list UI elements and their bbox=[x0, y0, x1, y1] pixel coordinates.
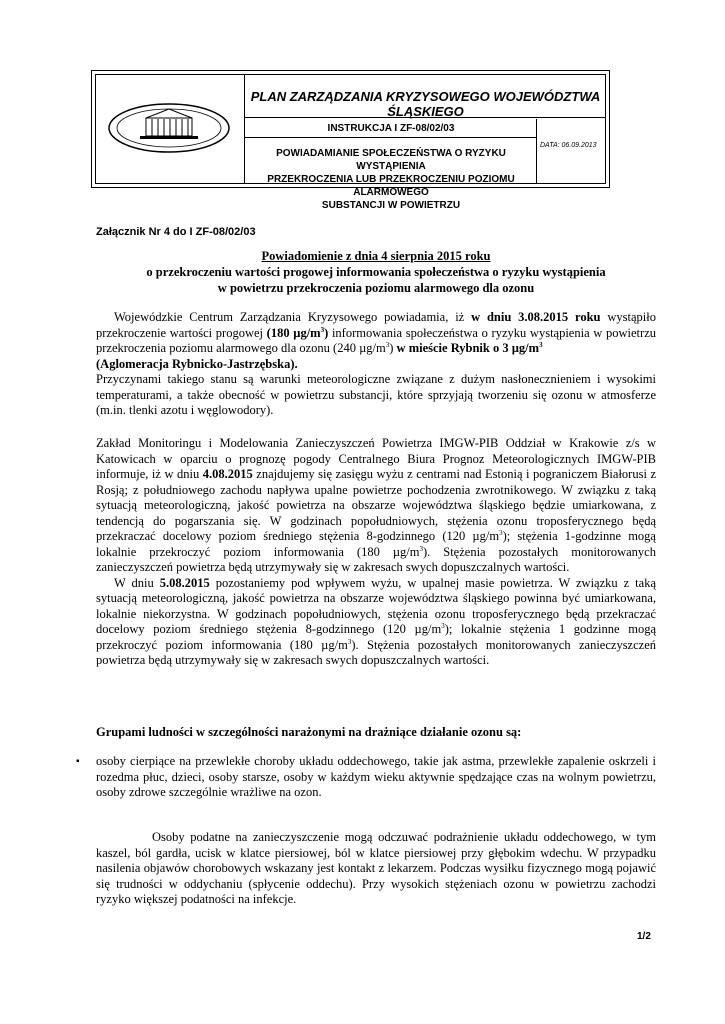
text-bold: ) bbox=[324, 325, 329, 340]
text: pozostaniemy pod wpływem wyżu, w upalnej masie powietrza. W związku z taką sytuacją meteorologiczną, jakość powietrza na obszarze województwa śląskiego powinna być umiarkowana, lokalnie niekorzystna. W godzinach popołudniowych, stężenia ozonu troposferycznego będą przekraczać docelowy poziom średniego stężenia 8-godzinnego (120 µg/m bbox=[96, 575, 656, 636]
text: informowania społeczeństwa o ryzyku wystąpienia w powietrzu przekroczenia poziomu alarmowego dla ozonu (240 µg/m bbox=[96, 325, 656, 355]
bullet-item: osoby cierpiące na przewlekłe choroby układu oddechowego, takie jak astma, przewlekłe zapalenie oskrzeli i rozedma płuc, dzieci, osoby starsze, osoby w każdym wieku aktywnie spędzające czas na wolnym powietrzu, osoby zdrowe szczególnie wrażliwe na ozon. bbox=[96, 754, 656, 799]
text-bold: (Aglomeracja Rybnicko-Jastrzębska). bbox=[96, 356, 298, 371]
notice-title-line: w powietrzu przekroczenia poziomu alarmowego dla ozonu bbox=[217, 281, 535, 295]
superscript: 3 bbox=[320, 325, 325, 334]
superscript: 3 bbox=[499, 528, 503, 537]
text-bold: 5.08.2015 bbox=[159, 575, 210, 590]
superscript: 3 bbox=[441, 621, 445, 630]
paragraph-warning bbox=[96, 310, 656, 419]
text-bold: 4.08.2015 bbox=[202, 467, 253, 481]
text: ) bbox=[389, 341, 397, 355]
text: Wojewódzkie Centrum Zarządzania Kryzysowego powiadamia, iż bbox=[114, 310, 472, 324]
paragraph-symptoms: Osoby podatne na zanieczyszczenie mogą odczuwać podrażnienie układu oddechowego, w tym kaszel, ból gardła, ucisk w klatce piersiowej, ból w klatce piersiowej przy głębokim wdechu. W przypadku nasilenia objawów chorobowych wskazany jest kontakt z lekarzem. Podczas wysiłku fizycznego mogą pojawić się trudności w oddychaniu (spłycenie oddechu). Przy wysokich stężeniach ozonu w powietrzu zachodzi ryzyko większej podatności na infekcje. bbox=[96, 830, 656, 906]
document-header bbox=[91, 70, 610, 211]
paragraph-forecast bbox=[96, 436, 656, 669]
text: W dniu bbox=[114, 575, 160, 590]
superscript: 3 bbox=[419, 544, 423, 553]
attachment-label: Załącznik Nr 4 do I ZF-08/02/03 bbox=[96, 226, 256, 238]
bullet-marker: ▪ bbox=[76, 756, 80, 767]
notice-title bbox=[96, 248, 656, 296]
superscript: 3 bbox=[347, 637, 352, 646]
document-date: DATA: 06.09.2013 bbox=[540, 142, 597, 149]
notice-title-line: o przekroczeniu wartości progowej informowania społeczeństwa o ryzyku wystąpienia bbox=[146, 265, 606, 279]
subject-line: SUBSTANCJI W POWIETRZU bbox=[321, 200, 461, 211]
text: wystąpiło przekroczenie wartości progowej bbox=[96, 310, 656, 340]
header-divider bbox=[536, 119, 537, 183]
text: Przyczynami takiego stanu są warunki meteorologiczne związane z dużym nasłonecznieniem i wysokimi temperaturami, a także obecność w powietrzu substancji, które sprzyjają tworzeniu się ozonu w atmosferze (m.in. tlenki azotu i węglowodory). bbox=[96, 372, 656, 417]
superscript: 3 bbox=[385, 340, 390, 349]
notice-title-line: Powiadomienie z dnia 4 sierpnia 2015 roku bbox=[261, 249, 491, 263]
text-bold: (180 µg/m bbox=[266, 325, 321, 340]
superscript: 3 bbox=[539, 340, 543, 349]
text: ); lokalnie stężenia 1 godzinne mogą przekroczyć poziom informowania (180 µg/m bbox=[96, 622, 656, 652]
subject-line: POWIADAMIANIE SPOŁECZEŃSTWA O RYZYKU WYSTĄPIENIA bbox=[276, 148, 506, 172]
voivodeship-office-logo bbox=[106, 101, 232, 160]
groups-heading: Grupami ludności w szczególności narażonymi na drażniące działanie ozonu są: bbox=[96, 725, 522, 739]
text-bold: w mieście Rybnik o 3 µg/m bbox=[396, 341, 540, 355]
text: ); stężenia 1-godzinne mogą lokalnie przekroczyć poziom informowania (180 µg/m bbox=[96, 529, 656, 559]
header-divider bbox=[244, 137, 536, 138]
instruction-number: INSTRUKCJA I ZF-08/02/03 bbox=[327, 123, 455, 134]
text: znajdujemy się zasięgu wyżu z centrami nad Estonią i pograniczem Białorusi z Rosją; z południowego zachodu napływa upalne powietrze pochodzenia zwrotnikowego. W związku z taką sytuacją meteorologiczną, jakość powietrza na obszarze województwa śląskiego będzie umiarkowana, z tendencją do pogarszania się. W godzinach popołudniowych, stężenia ozonu troposferycznego będą przekraczać docelowy poziom średniego stężenia 8-godzinnego (120 µg/m bbox=[96, 467, 656, 543]
text-bold: w dniu 3.08.2015 roku bbox=[471, 310, 601, 324]
instruction-subject bbox=[246, 147, 536, 212]
plan-title: PLAN ZARZĄDZANIA KRYZYSOWEGO WOJEWÓDZTWA ŚLĄSKIEGO bbox=[250, 89, 601, 119]
text: ). Stężenia pozostałych monitorowanych zanieczyszczeń powietrza będą utrzymywały się w zakresach swych dopuszczalnych wartości. bbox=[96, 544, 656, 574]
subject-line: PRZEKROCZENIA LUB PRZEKROCZENIU POZIOMU ALARMOWEGO bbox=[267, 174, 515, 198]
header-divider bbox=[244, 75, 245, 183]
header-inner-frame bbox=[95, 74, 606, 211]
page-number: 1/2 bbox=[637, 931, 651, 942]
text: ). Stężenia pozostałych monitorowanych zanieczyszczeń powietrza będą utrzymywały się w zakresach swych dopuszczalnych wartości. bbox=[96, 637, 656, 667]
text: Zakład Monitoringu i Modelowania Zanieczyszczeń Powietrza IMGW-PIB Oddział w Krakowie z/s w Katowicach w oparciu o prognozę pogody Centralnego Biura Prognoz Meteorologicznych IMGW-PIB informuje, iż w dniu bbox=[96, 436, 656, 481]
